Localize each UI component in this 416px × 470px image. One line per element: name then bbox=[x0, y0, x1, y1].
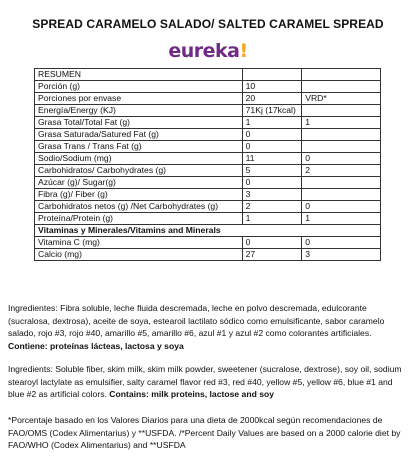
nutrient-value: 20 bbox=[242, 93, 302, 105]
nutrient-value: 0 bbox=[242, 129, 302, 141]
nutrient-value: 1 bbox=[242, 213, 302, 225]
nutrient-vrd bbox=[302, 177, 381, 189]
nutrient-label: Grasa Trans / Trans Fat (g) bbox=[35, 141, 243, 153]
nutrient-value: 0 bbox=[242, 237, 302, 249]
nutrient-value: 11 bbox=[242, 153, 302, 165]
daily-value-footnote: *Porcentaje basado en los Valores Diarios para una dieta de 2000kcal según recomendaciones de FAO/OMS (Codex Alimentarius) y **USFDA. /*Percent Daily Values are based on a 2000 calorie diet by FAO/WHO (Codex Alimentarius) and **USFDA bbox=[8, 415, 401, 451]
table-row bbox=[35, 201, 381, 213]
table-header: RESUMEN bbox=[35, 69, 243, 81]
nutrient-vrd: 0 bbox=[302, 153, 381, 165]
nutrient-label: Azúcar (g)/ Sugar(g) bbox=[35, 177, 243, 189]
nutrient-label: Grasa Total/Total Fat (g) bbox=[35, 117, 243, 129]
table-row bbox=[35, 117, 381, 129]
allergens-english: Contains: milk proteins, lactose and soy bbox=[109, 389, 275, 400]
table-row bbox=[35, 189, 381, 201]
table-row bbox=[35, 177, 381, 189]
ingredients-spanish-text: Ingredientes: Fibra soluble, leche fluida descremada, leche en polvo descremada, edulcorante (sucralosa, dextrosa), aceite de soya, estearoil lactilato sódico como emulsificante, sabor caramelo salado, rojo #3, rojo #40, amarillo #5, amarillo #6, azul #1 y azul #2 como colorantes artificiales. bbox=[8, 303, 385, 339]
table-row bbox=[35, 141, 381, 153]
nutrient-value: 27 bbox=[242, 249, 302, 261]
product-title: SPREAD CARAMELO SALADO/ SALTED CARAMEL SPREAD bbox=[32, 17, 384, 31]
nutrient-vrd bbox=[302, 105, 381, 117]
vitamins-section-heading: Vitaminas y Minerales/Vitamins and Minerals bbox=[35, 225, 381, 237]
ingredients-spanish bbox=[8, 302, 408, 352]
ingredients-english bbox=[8, 363, 408, 401]
nutrient-value: 2 bbox=[242, 201, 302, 213]
nutrition-table bbox=[34, 68, 381, 261]
nutrient-vrd: 3 bbox=[302, 249, 381, 261]
nutrient-label: Proteína/Protein (g) bbox=[35, 213, 243, 225]
nutrient-value: 5 bbox=[242, 165, 302, 177]
section-row bbox=[35, 225, 381, 237]
nutrient-vrd: 0 bbox=[302, 201, 381, 213]
nutrient-vrd: 0 bbox=[302, 237, 381, 249]
nutrient-label: Porciones por envase bbox=[35, 93, 243, 105]
nutrient-vrd bbox=[302, 141, 381, 153]
nutrient-vrd bbox=[302, 81, 381, 93]
nutrient-value: 0 bbox=[242, 177, 302, 189]
brand-logo bbox=[0, 40, 416, 62]
nutrient-label: Carbohidratos netos (g) /Net Carbohydrates (g) bbox=[35, 201, 243, 213]
table-header-row bbox=[35, 69, 381, 81]
table-row bbox=[35, 237, 381, 249]
nutrient-value: 1 bbox=[242, 117, 302, 129]
table-row bbox=[35, 81, 381, 93]
table-row bbox=[35, 213, 381, 225]
table-row bbox=[35, 165, 381, 177]
table-row bbox=[35, 93, 381, 105]
nutrient-vrd: 1 bbox=[302, 213, 381, 225]
allergens-spanish: Contiene: proteínas lácteas, lactosa y soya bbox=[8, 340, 184, 351]
table-row bbox=[35, 105, 381, 117]
nutrient-vrd: VRD* bbox=[302, 93, 381, 105]
ingredients-english-text: Ingredients: Soluble fiber, skim milk, skim milk powder, sweetener (sucralose, dextrose), soy oil, sodium stearoyl lactylate as emulsifier, salty caramel flavor red #3, red #40, yellow #5, yellow #6, blue #1 and blue #2 as artificial colors. bbox=[8, 364, 402, 400]
nutrient-label: Calcio (mg) bbox=[35, 249, 243, 261]
nutrient-value: 3 bbox=[242, 189, 302, 201]
nutrient-label: Porción (g) bbox=[35, 81, 243, 93]
nutrient-label: Fibra (g)/ Fiber (g) bbox=[35, 189, 243, 201]
nutrient-value: 10 bbox=[242, 81, 302, 93]
nutrient-label: Sodio/Sodium (mg) bbox=[35, 153, 243, 165]
brand-logo-mark: ! bbox=[239, 40, 248, 62]
nutrient-value: 71Kj (17kcal) bbox=[242, 105, 302, 117]
nutrient-label: Grasa Saturada/Satured Fat (g) bbox=[35, 129, 243, 141]
nutrient-label: Energía/Energy (KJ) bbox=[35, 105, 243, 117]
table-row bbox=[35, 129, 381, 141]
nutrient-vrd: 1 bbox=[302, 117, 381, 129]
nutrient-value: 0 bbox=[242, 141, 302, 153]
nutrient-vrd bbox=[302, 129, 381, 141]
brand-logo-text: eureka bbox=[168, 40, 240, 62]
nutrient-label: Carbohidratos/ Carbohydrates (g) bbox=[35, 165, 243, 177]
nutrient-vrd: 2 bbox=[302, 165, 381, 177]
nutrient-label: Vitamina C (mg) bbox=[35, 237, 243, 249]
table-row bbox=[35, 153, 381, 165]
table-row bbox=[35, 249, 381, 261]
nutrient-vrd bbox=[302, 189, 381, 201]
